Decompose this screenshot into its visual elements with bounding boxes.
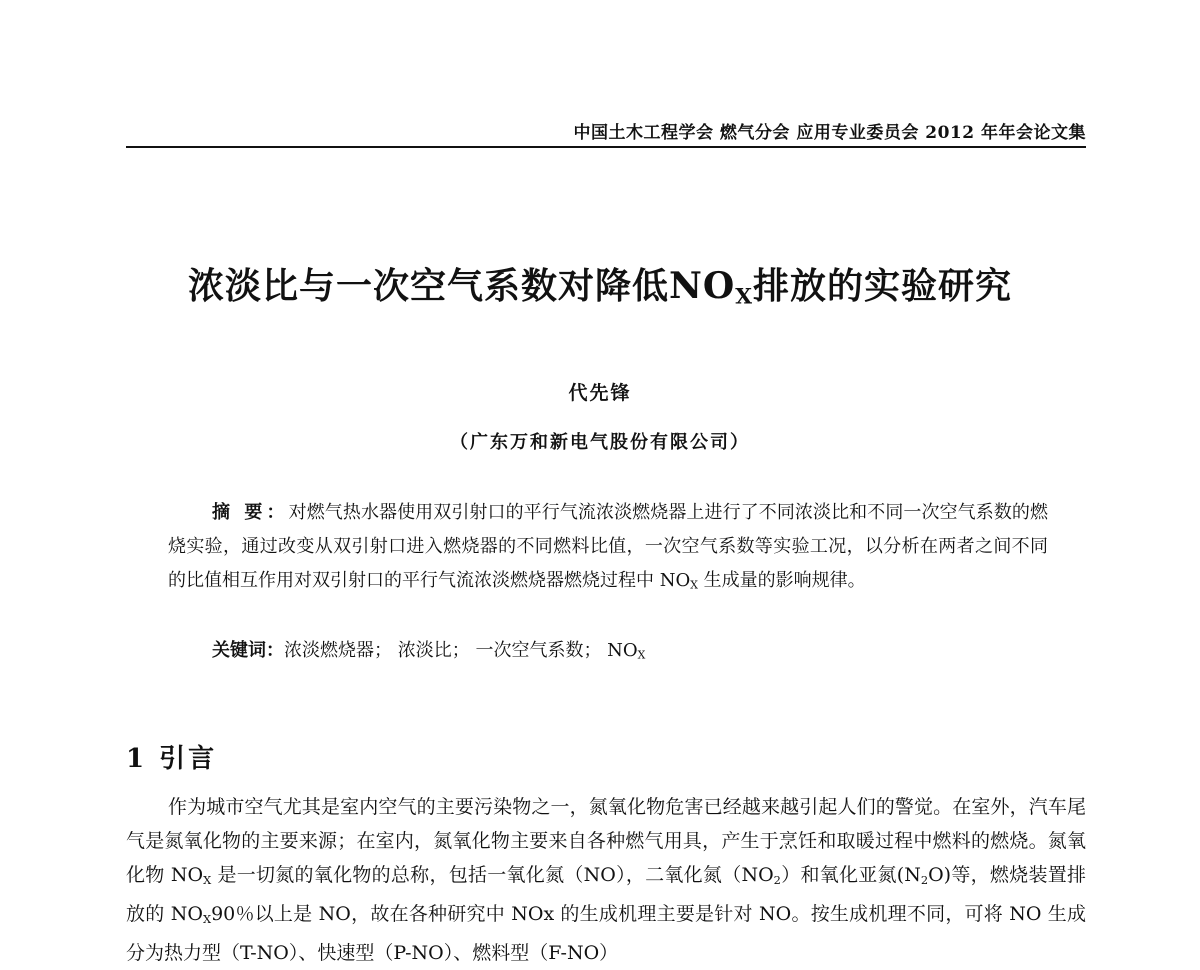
abstract-subscript: X [690,578,698,592]
paper-title [0,258,1200,309]
introduction-paragraph [126,790,1086,970]
abstract [168,496,1048,603]
abstract-label: 摘 要： [212,502,289,523]
title-end: 排放的实验研究 [753,265,1013,307]
keywords [212,636,1048,671]
title-subscript: X [735,284,754,310]
keywords-text: 浓淡燃烧器； 浓淡比； 一次空气系数； NO [284,640,638,661]
abstract-text-end: 生成量的影响规律。 [697,570,866,591]
para-seg-a: 作为城市空气尤其是室内空气的主要污染物之一，氮氧化物危害已经越来越引起人们的警觉。在室外，汽车尾气是氮氧化物的主要来源；在室内，氮氧化物主要来自各种燃气用具，产生于烹饪和取暖过程中燃料的燃烧。氮氧化物 NO [126,796,1086,886]
para-sub-2: 2 [773,872,781,887]
title-main: 浓淡比与一次空气系数对降低NO [187,265,736,307]
para-sub-1: X [203,872,212,887]
keywords-label: 关键词： [212,640,284,661]
author-name: 代先锋 [568,382,632,404]
para-seg-c: ）和氧化亚氮(N [780,864,921,886]
para-sub-3: 2 [920,872,929,887]
section-heading-introduction: 1 引言 [126,744,218,774]
para-seg-e: 90％以上是 NO，故在各种研究中 NOx 的生成机理主要是针对 NO。按生成机理不同，可将 NO 生成分为热力型（T-NO）、快速型（P-NO）、燃料型（F-NO） [126,902,1086,964]
para-seg-d: O)等，燃烧装置排放的 NO [126,864,1086,925]
abstract-text: 对燃气热水器使用双引射口的平行气流浓淡燃烧器上进行了不同浓淡比和不同一次空气系数的燃烧实验，通过改变从双引射口进入燃烧器的不同燃料比值，一次空气系数等实验工况，以分析在两者之间不同的比值相互作用对双引射口的平行气流浓淡燃烧器燃烧过程中 NO [168,502,1048,591]
author-affiliation: （广东万和新电气股份有限公司） [450,432,750,453]
header-rule [126,146,1086,148]
para-seg-b: 是一切氮的氧化物的总称，包括一氧化氮（NO），二氧化氮（NO [211,864,774,886]
para-sub-4: X [202,911,212,926]
keywords-subscript: X [637,648,646,662]
running-header: 中国土木工程学会 燃气分会 应用专业委员会 2012 年年会论文集 [573,123,1086,143]
